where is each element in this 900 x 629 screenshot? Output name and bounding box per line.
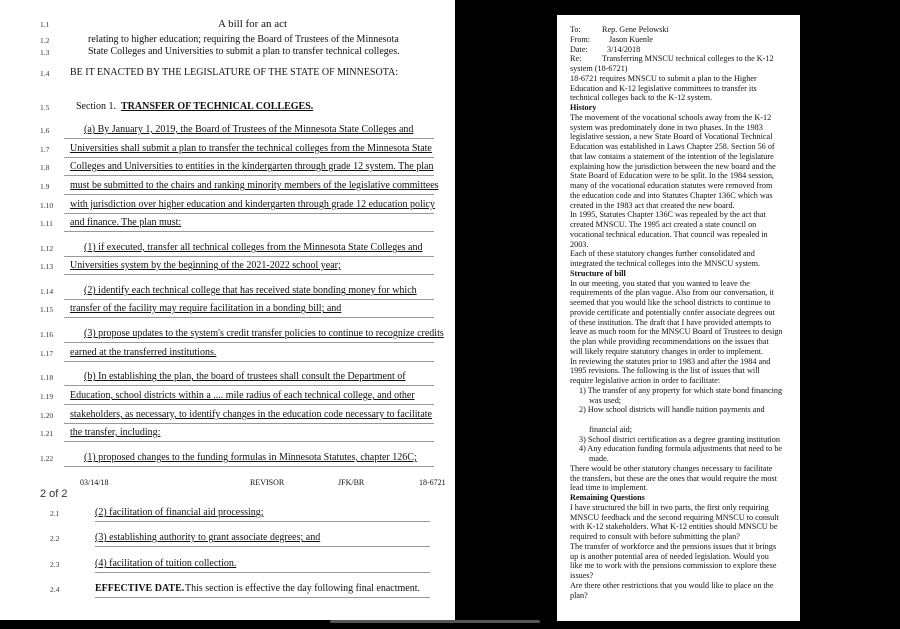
memo-text: require legislative action in order to facilitate: (570, 376, 721, 385)
memo-text: required to consult with before submitting the plan? (570, 532, 740, 541)
line-number: 1.15 (40, 305, 54, 314)
footer-revisor: REVISOR (250, 478, 285, 487)
memo-list-item: was used; (589, 395, 622, 405)
underline-rule (64, 385, 434, 386)
memo-text: In 1995, Statutes Chapter 136C was repealed by the act that (570, 210, 766, 220)
underline-rule (64, 404, 434, 405)
memo-text: created in the 1983 act that created the new board. (570, 200, 735, 210)
line-number: 1.17 (40, 349, 54, 358)
bill-line-text: (2) facilitation of financial aid processing; (95, 507, 264, 518)
bill-line-text: relating to higher education; requiring the Board of Trustees of the Minnesota (88, 34, 399, 45)
underline-rule (64, 256, 434, 257)
memo-text: 18-6721 requires MNSCU to submit a plan to the Higher (570, 73, 757, 83)
memo-list-item: 2) How school districts will handle tuition payments and (579, 405, 765, 415)
remaining-questions-heading: Remaining Questions (570, 493, 645, 502)
underline-rule (64, 466, 434, 467)
line-number: 1.7 (40, 145, 50, 154)
bill-line-text: Colleges and Universities to entities in the kindergarten through grade 12 system. The plan (70, 161, 434, 172)
bill-line-text: (3) establishing authority to grant associate degrees; and (95, 532, 321, 543)
memo-list-item: made. (589, 454, 609, 463)
line-number: 1.13 (40, 262, 54, 271)
line-number: 1.2 (40, 36, 50, 45)
underline-rule (64, 342, 434, 343)
bill-line-text: and finance. The plan must: (70, 217, 182, 228)
memo-text: State Board of Education were to be split. In the 1984 session, (570, 171, 774, 181)
memo-text: Education was established in Laws Chapter 258. Section 56 of (570, 142, 775, 151)
memo-date-value: 3/14/2018 (607, 44, 641, 54)
effective-date-heading: EFFECTIVE DATE. (95, 583, 185, 594)
footer-author: JFK/BR (338, 478, 365, 487)
memo-text: the transfers, but these are the ones that would require the most (570, 473, 777, 483)
memo-text: integrated the technical colleges into the MNSCU system. (570, 259, 761, 268)
memo-re-label: Re: (570, 54, 582, 64)
bill-line-text: stakeholders, as necessary, to identify changes in the education code necessary to facilitate (70, 409, 432, 420)
history-heading: History (570, 103, 597, 112)
footer-bill-number: 18-6721 (419, 478, 446, 487)
underline-rule (64, 441, 434, 442)
line-number: 1.10 (40, 201, 54, 210)
underline-rule (64, 157, 434, 158)
line-number: 1.1 (40, 20, 50, 29)
bill-page-2 (0, 474, 455, 620)
memo-text: with K-12 stakeholders. What K-12 entities should MNSCU be (570, 522, 778, 532)
memo-text: lead time to implement. (570, 483, 648, 493)
bill-line-text: (3) propose updates to the system's credit transfer policies to continue to recognize credits (84, 328, 444, 339)
memo-text: requirements of the plan vague. Also from our conversation, it (570, 288, 774, 298)
memo-re-value: Transferring MNSCU technical colleges to the K-12 (602, 54, 774, 64)
memo-text: of these institution. The draft that I have provided attempts to (570, 317, 772, 327)
memo-text: The transfer of workforce and the pensions issues that it brings (570, 541, 776, 551)
memo-text: plan? (570, 590, 588, 600)
underline-rule (64, 138, 434, 139)
underline-rule (64, 423, 434, 424)
memo-text: technical colleges back to the K-12 system. (570, 93, 713, 103)
underline-rule (95, 597, 430, 598)
underline-rule (95, 521, 430, 522)
memo-text: like me to work with the pensions commission to explore these (570, 561, 777, 571)
line-number: 1.9 (40, 182, 50, 191)
line-number: 1.21 (40, 429, 54, 438)
bill-title: A bill for an act (218, 18, 288, 30)
memo-text: Each of these statutory changes further consolidated and (570, 249, 755, 259)
underline-rule (64, 175, 434, 176)
memo-text: explaining how the jurisdiction between the new board and the (570, 161, 776, 171)
bill-line-text: (1) proposed changes to the funding formulas in Minnesota Statutes, chapter 126C; (84, 452, 417, 463)
line-number: 1.18 (40, 373, 54, 382)
memo-text: that law contains a statement of the intention of the legislature (570, 151, 774, 161)
memo-text: seemed that you would like the school districts to continue to (570, 298, 771, 307)
memo-text: the education code and into Statutes Chapter 136C which was (570, 190, 773, 200)
underline-rule (64, 317, 434, 318)
memo-text: legislative session, a new State Board of Vocational Technical (570, 132, 773, 142)
memo-text: The movement of the vocational schools away from the K-12 (570, 112, 772, 122)
underline-rule (64, 299, 434, 300)
memo-date-label: Date: (570, 44, 588, 54)
memo-text: 2003. (570, 239, 589, 249)
memo-text: the plan while providing recommendations on the issues that (570, 337, 769, 346)
underline-rule (64, 274, 434, 275)
line-number: 1.6 (40, 126, 50, 135)
memo-text: Education and K-12 legislative committees to transfer its (570, 83, 757, 93)
memo-text: created MNSCU. The 1995 act created a state council on (570, 220, 757, 229)
memo-text: up is another potential area of needed legislation. Would you (570, 551, 769, 561)
memo-list-item: 4) Any education funding formula adjustments that need to be (579, 444, 783, 454)
line-number: 2.1 (50, 509, 60, 518)
bill-line-text: This section is effective the day following final enactment. (185, 583, 421, 594)
structure-heading: Structure of bill (570, 268, 626, 278)
underline-rule (64, 213, 434, 214)
bill-line-text: with jurisdiction over higher education and kindergarten through grade 12 education policy (70, 199, 435, 210)
underline-rule (64, 194, 434, 195)
memo-text: vocational technical education. That council was repealed in (570, 229, 768, 239)
line-number: 1.14 (40, 287, 54, 296)
footer-date: 03/14/18 (80, 478, 109, 487)
line-number: 1.8 (40, 163, 50, 172)
line-number: 1.16 (40, 330, 54, 339)
memo-text: issues? (570, 571, 594, 580)
bill-line-text: (1) if executed, transfer all technical colleges from the Minnesota State Colleges and (84, 242, 423, 253)
line-number: 2.4 (50, 585, 60, 594)
memo-list-item: 1) The transfer of any property for which state bond financing (579, 385, 783, 395)
bill-line-text: the transfer, including: (70, 427, 161, 438)
bill-page-1 (0, 0, 455, 474)
bill-line-text: (2) identify each technical college that has received state bonding money for which (84, 285, 417, 296)
line-number: 2.3 (50, 560, 60, 569)
bill-line-text: Universities system by the beginning of the 2021-2022 school year; (70, 260, 341, 271)
memo-from-label: From: (570, 34, 591, 44)
memo-text: 1995 revisions. The following is the list of issues that will (570, 366, 760, 376)
memo-to-label: To: (570, 25, 581, 34)
memo-from-value: Jason Kuenle (609, 34, 653, 44)
memo-text: In reviewing the statutes prior to 1983 and after the 1984 and (570, 356, 771, 366)
bill-line-text: Education, school districts within a .... mile radius of each technical college, and other (70, 390, 415, 401)
underline-rule (95, 572, 430, 573)
line-number: 1.4 (40, 69, 50, 78)
memo-text: system was predominately done in two phases. In the 1983 (570, 122, 763, 132)
bill-line-text: transfer of the facility may require facilitation in a bonding bill; and (70, 303, 342, 314)
memo-list-item: financial aid; (589, 424, 632, 434)
memo-to-value: Rep. Gene Pelowski (602, 25, 669, 34)
underline-rule (95, 546, 430, 547)
memo-list-item: 3) School district certification as a degree granting institution (579, 434, 780, 444)
memo-text: many of the vocational education statutes were removed from (570, 181, 773, 190)
memo-text: provide certificate and potentially confer associate degrees out (570, 307, 775, 317)
bill-line-text: (4) facilitation of tuition collection. (95, 558, 237, 569)
line-number: 1.3 (40, 48, 50, 57)
line-number: 1.12 (40, 244, 54, 253)
bill-line-text: (b) In establishing the plan, the board of trustees shall consult the Department of (84, 371, 406, 382)
line-number: 1.5 (40, 103, 50, 112)
horizontal-scrollbar[interactable] (330, 620, 540, 623)
bill-line-text: Section 1. (76, 101, 116, 112)
memo-text: will likely require statutory changes in order to implement. (570, 346, 764, 356)
memo-page (557, 15, 800, 621)
memo-re-line: system (18-6721) (570, 64, 628, 73)
line-number: 1.22 (40, 454, 54, 463)
underline-rule (64, 361, 434, 362)
memo-text: There would be other statutory changes necessary to facilitate (570, 463, 773, 473)
memo-text: Are there other restrictions that you would like to place on the (570, 580, 774, 590)
line-number: 2.2 (50, 534, 60, 543)
line-number: 1.11 (40, 219, 53, 228)
bill-line-text: (a) By January 1, 2019, the Board of Trustees of the Minnesota State Colleges and (84, 124, 414, 135)
bill-line-text: State Colleges and Universities to submit a plan to transfer technical colleges. (88, 46, 400, 57)
memo-text: leave as much room for the MNSCU Board of Trustees to design (570, 327, 783, 337)
line-number: 1.20 (40, 411, 54, 420)
underline-rule (64, 231, 434, 232)
memo-text: I have structured the bill in two parts, the first only requiring (570, 502, 769, 512)
bill-line-text: Universities shall submit a plan to transfer the technical colleges from the Minnesota State (70, 143, 432, 154)
bill-line-text: earned at the transferred institutions. (70, 347, 217, 358)
line-number: 1.19 (40, 392, 54, 401)
memo-text: MNSCU feedback and the second requiring MNSCU to consult (570, 512, 779, 522)
bill-line-text: BE IT ENACTED BY THE LEGISLATURE OF THE STATE OF MINNESOTA: (70, 67, 399, 78)
bill-line-text: must be submitted to the chairs and ranking minority members of the legislative committees (70, 180, 439, 191)
section-heading: TRANSFER OF TECHNICAL COLLEGES. (121, 101, 314, 112)
page-indicator: 2 of 2 (40, 488, 68, 500)
memo-text: In our meeting, you stated that you wanted to leave the (570, 278, 750, 288)
